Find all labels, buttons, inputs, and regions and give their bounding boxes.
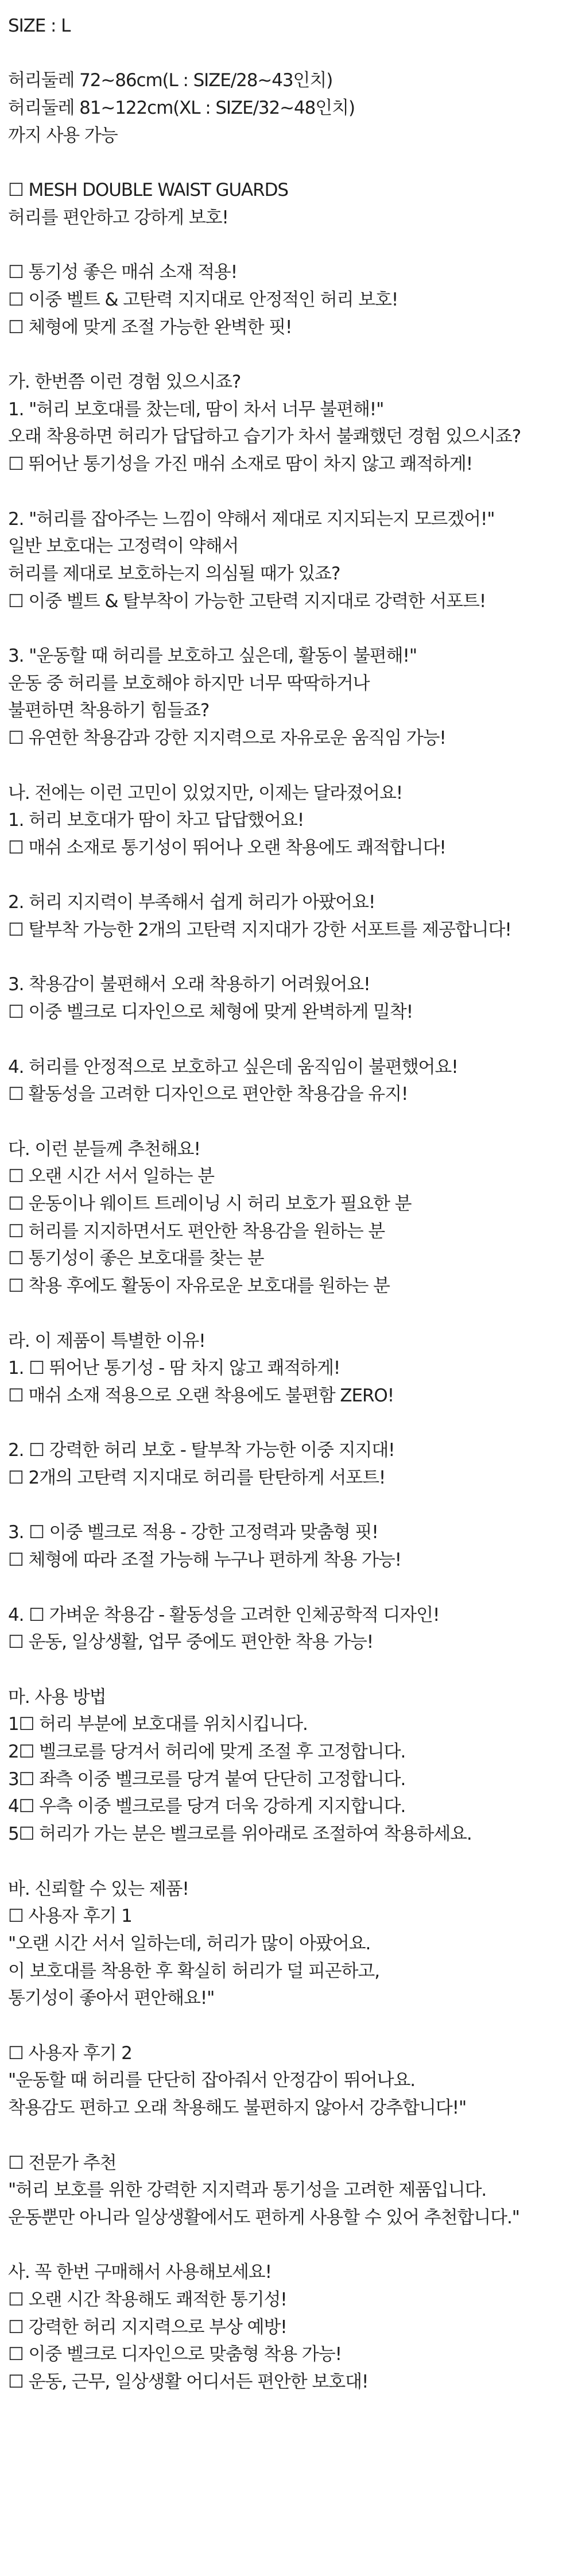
- text-line: 이 보호대를 착용한 후 확실히 허리가 덜 피곤하고,: [8, 1960, 379, 1982]
- blank-line: [8, 2232, 574, 2260]
- text-line: 통기성이 좋아서 편안해요!": [8, 1988, 215, 2009]
- text-line: 5☐ 허리가 가는 분은 벨크로를 위아래로 조절하여 착용하세요.: [8, 1824, 472, 1845]
- blank-line: [8, 1574, 574, 1602]
- text-line: 허리를 편안하고 강하게 보호!: [8, 207, 228, 228]
- text-line: 운동 중 허리를 보호해야 하지만 너무 딱딱하거나: [8, 673, 370, 694]
- text-line: ☐ 체형에 맞게 조절 가능한 완벽한 핏!: [8, 316, 292, 338]
- blank-line: [8, 1300, 574, 1328]
- text-line: ☐ 탈부착 가능한 2개의 고탄력 지지대가 강한 서포트를 제공합니다!: [8, 920, 511, 941]
- blank-line: [8, 1656, 574, 1684]
- text-line: ☐ 오랜 시간 서서 일하는 분: [8, 1166, 214, 1187]
- blank-line: [8, 2122, 574, 2150]
- text-line: ☐ 사용자 후기 2: [8, 2042, 132, 2064]
- text-line: ☐ MESH DOUBLE WAIST GUARDS: [8, 180, 288, 201]
- text-line: 1. 허리 보호대가 땀이 차고 답답했어요!: [8, 810, 304, 831]
- text-line: ☐ 강력한 허리 지지력으로 부상 예방!: [8, 2316, 287, 2338]
- blank-line: [8, 752, 574, 780]
- text-line: 라. 이 제품이 특별한 이유!: [8, 1330, 205, 1351]
- text-line: 2. ☐ 강력한 허리 보호 - 탈부착 가능한 이중 지지대!: [8, 1440, 395, 1461]
- blank-line: [8, 1848, 574, 1876]
- text-line: 오래 착용하면 허리가 답답하고 습기가 차서 불쾌했던 경험 있으시죠?: [8, 426, 521, 447]
- text-line: 허리둘레 72~86cm(L : SIZE/28~43인치): [8, 70, 333, 91]
- blank-line: [8, 615, 574, 643]
- text-line: 나. 전에는 이런 고민이 있었지만, 이제는 달라졌어요!: [8, 782, 403, 804]
- blank-line: [8, 944, 574, 972]
- text-line: 1. "허리 보호대를 찼는데, 땀이 차서 너무 불편해!": [8, 399, 384, 420]
- text-line: ☐ 2개의 고탄력 지지대로 허리를 탄탄하게 서포트!: [8, 1467, 386, 1489]
- text-line: 4. 허리를 안정적으로 보호하고 싶은데 움직임이 불편했어요!: [8, 1056, 458, 1077]
- blank-line: [8, 478, 574, 506]
- text-line: ☐ 오랜 시간 착용해도 쾌적한 통기성!: [8, 2289, 287, 2311]
- blank-line: [8, 341, 574, 369]
- text-line: 3. 착용감이 불편해서 오래 착용하기 어려웠어요!: [8, 974, 370, 995]
- text-line: 4☐ 우측 이중 벨크로를 당겨 더욱 강하게 지지합니다.: [8, 1796, 406, 1817]
- text-line: ☐ 착용 후에도 활동이 자유로운 보호대를 원하는 분: [8, 1276, 390, 1297]
- text-line: 2. 허리 지지력이 부족해서 쉽게 허리가 아팠어요!: [8, 892, 375, 913]
- blank-line: [8, 1492, 574, 1520]
- text-line: ☐ 이중 벨크로 디자인으로 체형에 맞게 완벽하게 밀착!: [8, 1002, 413, 1023]
- text-line: SIZE : L: [8, 16, 71, 36]
- text-line: ☐ 이중 벨크로 디자인으로 맞춤형 착용 가능!: [8, 2344, 342, 2365]
- text-line: 1. ☐ 뛰어난 통기성 - 땀 차지 않고 쾌적하게!: [8, 1358, 340, 1379]
- text-line: 착용감도 편하고 오래 착용해도 불편하지 않아서 강추합니다!": [8, 2098, 467, 2119]
- blank-line: [8, 1026, 574, 1054]
- text-line: ☐ 전문가 추천: [8, 2152, 117, 2173]
- text-line: "허리 보호를 위한 강력한 지지력과 통기성을 고려한 제품입니다.: [8, 2180, 487, 2201]
- blank-line: [8, 232, 574, 260]
- text-line: ☐ 사용자 후기 1: [8, 1906, 132, 1927]
- text-line: 불편하면 착용하기 힘들죠?: [8, 700, 210, 721]
- blank-line: [8, 1109, 574, 1136]
- text-line: 1☐ 허리 부분에 보호대를 위치시킵니다.: [8, 1714, 308, 1735]
- text-line: 사. 꼭 한번 구매해서 사용해보세요!: [8, 2262, 272, 2283]
- text-line: 2. "허리를 잡아주는 느낌이 약해서 제대로 지지되는지 모르겠어!": [8, 508, 495, 530]
- text-line: "운동할 때 허리를 단단히 잡아줘서 안정감이 뛰어나요.: [8, 2070, 416, 2091]
- text-line: "오랜 시간 서서 일하는데, 허리가 많이 아팠어요.: [8, 1933, 371, 1954]
- text-line: 4. ☐ 가벼운 착용감 - 활동성을 고려한 인체공학적 디자인!: [8, 1604, 440, 1625]
- text-line: ☐ 유연한 착용감과 강한 지지력으로 자유로운 움직임 가능!: [8, 728, 446, 749]
- text-line: 허리를 제대로 보호하는지 의심될 때가 있죠?: [8, 563, 340, 584]
- text-line: 운동뿐만 아니라 일상생활에서도 편하게 사용할 수 있어 추천합니다.": [8, 2207, 519, 2228]
- text-line: ☐ 운동, 일상생활, 업무 중에도 편안한 착용 가능!: [8, 1632, 374, 1653]
- text-line: ☐ 운동이나 웨이트 트레이닝 시 허리 보호가 필요한 분: [8, 1194, 412, 1215]
- text-line: ☐ 운동, 근무, 일상생활 어디서든 편안한 보호대!: [8, 2372, 369, 2393]
- text-line: ☐ 통기성 좋은 매쉬 소재 적용!: [8, 262, 238, 283]
- text-line: 3. ☐ 이중 벨크로 적용 - 강한 고정력과 맞춤형 핏!: [8, 1522, 378, 1543]
- text-line: ☐ 매쉬 소재 적용으로 오랜 착용에도 불편함 ZERO!: [8, 1385, 394, 1406]
- text-line: 가. 한번쯤 이런 경험 있으시죠?: [8, 372, 241, 393]
- text-line: ☐ 체형에 따라 조절 가능해 누구나 편하게 착용 가능!: [8, 1550, 401, 1571]
- text-line: 허리둘레 81~122cm(XL : SIZE/32~48인치): [8, 98, 355, 119]
- blank-line: [8, 1410, 574, 1438]
- blank-line: [8, 40, 574, 68]
- text-line: 마. 사용 방법: [8, 1686, 106, 1708]
- text-line: 다. 이런 분들께 추천해요!: [8, 1138, 200, 1160]
- text-line: ☐ 이중 벨트 & 탈부착이 가능한 고탄력 지지대로 강력한 서포트!: [8, 590, 486, 612]
- text-line: ☐ 허리를 지지하면서도 편안한 착용감을 원하는 분: [8, 1221, 385, 1242]
- text-line: ☐ 통기성이 좋은 보호대를 찾는 분: [8, 1248, 264, 1269]
- text-line: ☐ 뛰어난 통기성을 가진 매쉬 소재로 땀이 차지 않고 쾌적하게!: [8, 454, 473, 475]
- text-line: ☐ 이중 벨트 & 고탄력 지지대로 안정적인 허리 보호!: [8, 289, 398, 310]
- text-line: ☐ 매쉬 소재로 통기성이 뛰어나 오랜 착용에도 쾌적합니다!: [8, 837, 446, 858]
- text-line: 일반 보호대는 고정력이 약해서: [8, 536, 239, 557]
- text-line: 3☐ 좌측 이중 벨크로를 당겨 붙여 단단히 고정합니다.: [8, 1768, 406, 1790]
- text-line: 3. "운동할 때 허리를 보호하고 싶은데, 활동이 불편해!": [8, 646, 417, 667]
- blank-line: [8, 2013, 574, 2040]
- text-line: 2☐ 벨크로를 당겨서 허리에 맞게 조절 후 고정합니다.: [8, 1741, 406, 1763]
- blank-line: [8, 150, 574, 177]
- text-line: 까지 사용 가능: [8, 125, 118, 146]
- text-line: ☐ 활동성을 고려한 디자인으로 편안한 착용감을 유지!: [8, 1084, 408, 1105]
- blank-line: [8, 862, 574, 890]
- text-line: 바. 신뢰할 수 있는 제품!: [8, 1878, 189, 1899]
